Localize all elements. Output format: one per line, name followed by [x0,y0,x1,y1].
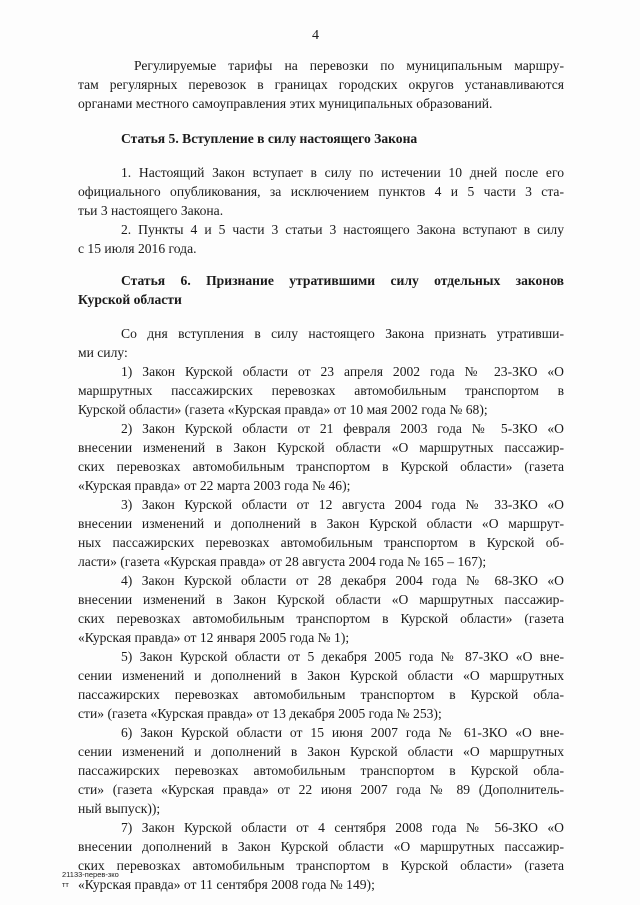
document-code: 21133-перев-зко [62,870,119,879]
text-line: ми силу: [78,345,128,360]
text-line: ных пассажирских перевозках автомобильным транспортом в Курской об- [78,535,564,550]
text-line: органами местного самоуправления этих муниципальных образований. [78,96,493,111]
text-line: 4) Закон Курской области от 28 декабря 2004 года № 68-ЗКО «О [121,573,564,588]
text-line: тьи 3 настоящего Закона. [78,203,224,218]
text-line: там регулярных перевозок в границах городских округов устанавливаются [78,77,564,92]
text-line: сти» (газета «Курская правда» от 13 декабря 2005 года № 253); [78,706,442,721]
text-line: ских перевозках автомобильным транспортом в Курской области» (газета [78,611,564,626]
text-line: сти» (газета «Курская правда» от 22 июня 2007 года № 89 (Дополнитель- [78,782,564,797]
text-line: 2) Закон Курской области от 21 февраля 2003 года № 5-ЗКО «О [121,421,564,436]
article-heading: Статья 5. Вступление в силу настоящего Закона [121,131,418,146]
text-line: «Курская правда» от 12 января 2005 года № 1); [78,630,350,645]
text-line: Со дня вступления в силу настоящего Закона признать утративши- [121,326,564,341]
text-line: Курской области» (газета «Курская правда» от 10 мая 2002 года № 68); [78,402,488,417]
text-line: «Курская правда» от 11 сентября 2008 года № 149); [78,877,375,892]
executor-initials: тт [62,880,69,889]
page-number: 4 [312,28,319,43]
text-line: Регулируемые тарифы на перевозки по муниципальным маршру- [134,58,564,73]
text-line: с 15 июля 2016 года. [78,241,197,256]
text-line: сении изменений и дополнений в Закон Курской области «О маршрутных [78,744,564,759]
text-line: внесении изменений в Закон Курской области «О маршрутных пассажир- [78,440,564,455]
text-line: ласти» (газета «Курская правда» от 28 августа 2004 года № 165 – 167); [78,554,487,569]
text-line: «Курская правда» от 22 марта 2003 года № 46); [78,478,351,493]
text-line: ских перевозках автомобильным транспортом в Курской области» (газета [78,858,564,873]
text-line: пассажирских перевозках автомобильным транспортом в Курской обла- [78,687,564,702]
article-heading: Статья 6. Признание утратившими силу отдельных законов [121,273,564,288]
text-line: внесении дополнений в Закон Курской области «О маршрутных пассажир- [78,839,564,854]
article-heading: Курской области [78,292,182,307]
text-line: 2. Пункты 4 и 5 части 3 статьи 3 настоящего Закона вступают в силу [121,222,564,237]
text-line: 7) Закон Курской области от 4 сентября 2008 года № 56-ЗКО «О [121,820,564,835]
text-line: внесении изменений в Закон Курской области «О маршрутных пассажир- [78,592,564,607]
text-line: 1. Настоящий Закон вступает в силу по истечении 10 дней после его [121,165,564,180]
text-line: пассажирских перевозках автомобильным транспортом в Курской обла- [78,763,564,778]
text-line: 6) Закон Курской области от 15 июня 2007 года № 61-ЗКО «О вне- [121,725,564,740]
text-line: сении изменений и дополнений в Закон Курской области «О маршрутных [78,668,564,683]
text-line: маршрутных пассажирских перевозках автомобильным транспортом в [78,383,564,398]
text-line: 3) Закон Курской области от 12 августа 2004 года № 33-ЗКО «О [121,497,564,512]
text-line: ный выпуск)); [78,801,161,816]
text-line: ских перевозках автомобильным транспортом в Курской области» (газета [78,459,564,474]
text-line: внесении изменений и дополнений в Закон Курской области «О маршрут- [78,516,564,531]
text-line: 1) Закон Курской области от 23 апреля 2002 года № 23-ЗКО «О [121,364,564,379]
text-line: официального опубликования, за исключением пунктов 4 и 5 части 3 ста- [78,184,564,199]
text-line: 5) Закон Курской области от 5 декабря 2005 года № 87-ЗКО «О вне- [121,649,564,664]
